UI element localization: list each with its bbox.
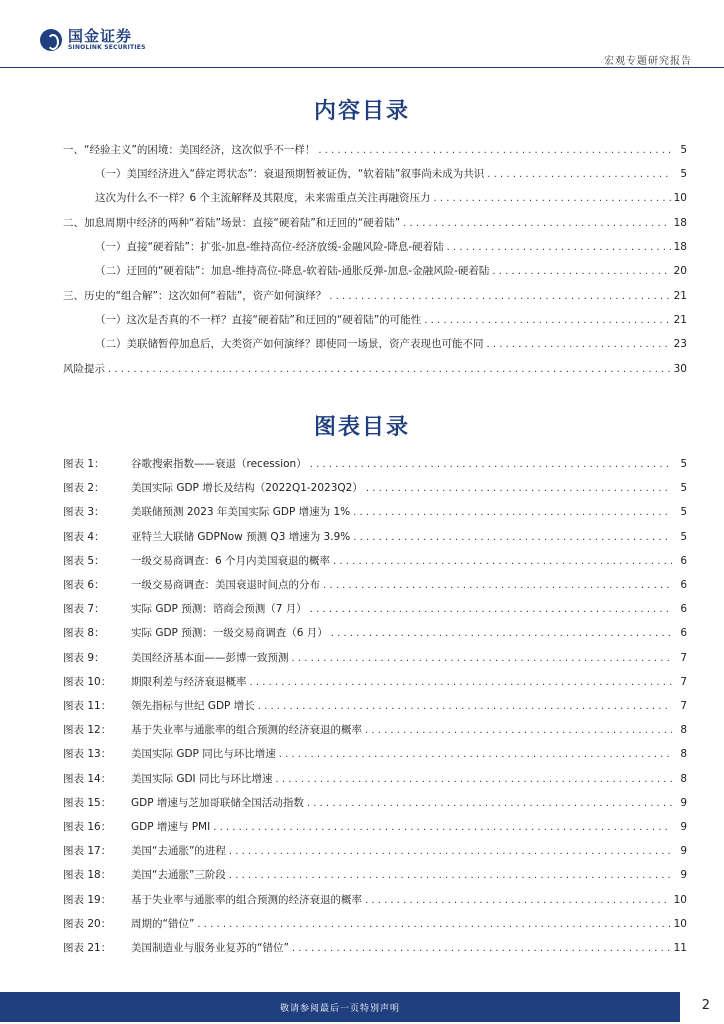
figure-entry-label: 图表 4： bbox=[63, 530, 105, 543]
figure-entry[interactable] bbox=[63, 892, 687, 907]
figure-entry[interactable] bbox=[63, 504, 687, 519]
dot-leader bbox=[366, 483, 672, 494]
footer-disclaimer[interactable]: 敬请参阅最后一页特别声明 bbox=[279, 1004, 400, 1014]
toc-entry-page: 10 bbox=[673, 192, 687, 204]
figure-entry-label: 图表 11： bbox=[63, 700, 112, 712]
logo-chinese-name: 国金证券 bbox=[68, 27, 133, 45]
figure-entry-text: 美国“去通胀”的进程 bbox=[131, 845, 226, 858]
figure-entry[interactable] bbox=[63, 771, 687, 786]
figure-entry-page: 7 bbox=[680, 700, 687, 712]
figure-entry-label: 图表 19： bbox=[63, 893, 112, 906]
figure-entry-text: 美国经济基本面——彭博一致预测 bbox=[131, 651, 289, 664]
figure-entry-text: 基于失业率与通胀率的组合预测的经济衰退的概率 bbox=[131, 724, 362, 737]
figure-entry-page: 9 bbox=[680, 821, 687, 833]
dot-leader bbox=[292, 943, 671, 954]
figure-entry-page: 6 bbox=[680, 627, 687, 640]
toc-entry[interactable] bbox=[63, 142, 687, 157]
figure-entry-text: 美联储预测 2023 年美国实际 GDP 增速为 1% bbox=[131, 506, 351, 519]
dot-leader bbox=[331, 628, 672, 639]
toc-entry[interactable] bbox=[95, 239, 687, 254]
toc-entry-page: 5 bbox=[680, 144, 687, 156]
figure-entry-text: 美国制造业与服务业复苏的“错位” bbox=[131, 942, 289, 954]
figure-entry-page: 6 bbox=[680, 603, 687, 616]
figure-entry-text: 美国实际 GDI 同比与环比增速 bbox=[131, 772, 273, 785]
dot-leader bbox=[487, 339, 671, 350]
toc-entry[interactable] bbox=[95, 166, 687, 181]
dot-leader bbox=[424, 315, 670, 326]
figure-entry-page: 8 bbox=[680, 748, 687, 761]
figure-entry-text: 美国实际 GDP 增长及结构（2022Q1-2023Q2） bbox=[131, 482, 363, 495]
dot-leader bbox=[365, 725, 672, 736]
toc-entry-text: （二）美联储暂停加息后，大类资产如何演绎？即使同一场景，资产表现也可能不同 bbox=[95, 338, 484, 350]
dot-leader bbox=[353, 532, 672, 543]
figure-entry-page: 9 bbox=[680, 869, 687, 882]
figure-entry-page: 7 bbox=[680, 651, 687, 664]
toc-entry-text: 三、历史的“组合解”：这次如何“着陆”，资产如何演绎？ bbox=[63, 290, 327, 302]
logo-english-name: SINOLINK SECURITIES bbox=[68, 44, 146, 51]
toc-entry-page: 18 bbox=[673, 241, 687, 253]
toc-entry-text: （一）这次是否真的不一样？直接“硬着陆”和迂回的“硬着陆”的可能性 bbox=[95, 314, 422, 326]
page-header bbox=[0, 0, 724, 70]
dot-leader bbox=[276, 774, 673, 785]
toc-entry-page: 30 bbox=[673, 363, 687, 375]
figure-entry-label: 图表 16： bbox=[63, 821, 112, 833]
figure-entry-label: 图表 3： bbox=[63, 506, 105, 519]
toc-entry-text: （二）迂回的“硬着陆”：加息-维持高位-降息-软着陆-通胀反弹-加息-金融风险-硬着陆 bbox=[95, 265, 490, 277]
dot-leader bbox=[197, 919, 670, 930]
figure-entry[interactable] bbox=[63, 722, 687, 737]
figure-entry-page: 8 bbox=[680, 724, 687, 737]
figure-entry[interactable] bbox=[63, 940, 687, 955]
figure-entry-label: 图表 1： bbox=[63, 458, 105, 470]
figure-entry[interactable] bbox=[63, 867, 687, 882]
figure-entry-text: 美国“去通胀”三阶段 bbox=[131, 869, 226, 882]
toc-entry[interactable] bbox=[95, 190, 687, 205]
figure-entry-label: 图表 7： bbox=[63, 603, 105, 616]
dot-leader bbox=[329, 291, 670, 302]
figure-entry-label: 图表 21： bbox=[63, 942, 112, 954]
figure-entry-label: 图表 10： bbox=[63, 675, 112, 688]
toc-entry-text: 一、“经验主义”的困境：美国经济，这次似乎不一样！ bbox=[63, 144, 316, 156]
dot-leader bbox=[353, 507, 672, 518]
figure-entry-page: 5 bbox=[680, 506, 687, 519]
figure-entry[interactable] bbox=[63, 650, 687, 665]
dot-leader bbox=[434, 193, 671, 204]
figure-entry-label: 图表 9： bbox=[63, 651, 105, 664]
figure-entry-text: 一级交易商调查：6 个月内美国衰退的概率 bbox=[131, 554, 331, 567]
dot-leader bbox=[310, 604, 672, 615]
dot-leader bbox=[492, 266, 670, 277]
header-divider bbox=[0, 67, 724, 68]
figure-entry[interactable] bbox=[63, 698, 687, 713]
figure-entry-label: 图表 18： bbox=[63, 869, 112, 882]
figure-entry-label: 图表 14： bbox=[63, 772, 112, 785]
figure-entry-text: GDP 增速与 PMI bbox=[131, 821, 211, 833]
toc-entry-page: 21 bbox=[673, 290, 687, 302]
figure-entry[interactable] bbox=[63, 577, 687, 592]
figure-entry-label: 图表 13： bbox=[63, 748, 112, 761]
toc-entry-page: 5 bbox=[680, 168, 687, 180]
dot-leader bbox=[229, 870, 672, 881]
figure-entry-label: 图表 5： bbox=[63, 554, 105, 567]
figure-entry-label: 图表 17： bbox=[63, 845, 112, 858]
toc-title: 内容目录 bbox=[313, 99, 410, 124]
figure-entry-page: 7 bbox=[680, 675, 687, 688]
figure-entry-page: 6 bbox=[680, 554, 687, 567]
figure-entry-text: 期限利差与经济衰退概率 bbox=[131, 675, 247, 688]
dot-leader bbox=[447, 242, 671, 253]
figure-entry-page: 5 bbox=[680, 482, 687, 495]
figure-entry-page: 8 bbox=[680, 772, 687, 785]
company-logo bbox=[40, 28, 146, 51]
toc-entry-page: 18 bbox=[673, 217, 687, 229]
figure-entry-label: 图表 2： bbox=[63, 482, 105, 495]
toc-entry-page: 21 bbox=[673, 314, 687, 326]
dot-leader bbox=[333, 556, 672, 567]
toc-entry[interactable] bbox=[63, 361, 687, 376]
toc-entry[interactable] bbox=[95, 263, 687, 278]
report-type: 宏观专题研究报告 bbox=[604, 56, 692, 67]
figure-entry[interactable] bbox=[63, 529, 687, 544]
dot-leader bbox=[318, 145, 672, 156]
dot-leader bbox=[487, 169, 672, 180]
figure-entry-text: 谷歌搜索指数——衰退（recession） bbox=[131, 458, 307, 470]
figure-entry-page: 6 bbox=[680, 579, 687, 591]
figures-title: 图表目录 bbox=[313, 415, 410, 440]
toc-entry[interactable] bbox=[63, 215, 687, 230]
toc-entry[interactable] bbox=[95, 312, 687, 327]
figure-entry-page: 5 bbox=[680, 458, 687, 470]
dot-leader bbox=[258, 701, 672, 712]
figure-entry[interactable] bbox=[63, 843, 687, 858]
dot-leader bbox=[403, 218, 670, 229]
figure-entry-label: 图表 8： bbox=[63, 627, 105, 640]
toc-entry-text: 风险提示 bbox=[63, 363, 105, 375]
figure-entry-text: 周期的“错位” bbox=[131, 917, 195, 930]
dot-leader bbox=[323, 580, 672, 591]
figure-entry[interactable] bbox=[63, 553, 687, 568]
figure-entry-label: 图表 15： bbox=[63, 796, 112, 809]
figure-entry-text: 实际 GDP 预测：一级交易商调查（6 月） bbox=[131, 627, 328, 640]
toc-entry-text: （一）直接“硬着陆”：扩张-加息-维持高位-经济放缓-金融风险-降息-硬着陆 bbox=[95, 241, 444, 253]
toc-entry-text: （一）美国经济进入“薛定谔状态”：衰退预期暂被证伪，“软着陆”叙事尚未成为共识 bbox=[95, 168, 485, 180]
figure-entry-page: 11 bbox=[673, 942, 687, 954]
figure-entry[interactable] bbox=[63, 795, 687, 810]
figure-entry-text: 美国实际 GDP 同比与环比增速 bbox=[131, 748, 276, 761]
figure-entry-text: 领先指标与世纪 GDP 增长 bbox=[131, 700, 255, 712]
dot-leader bbox=[365, 895, 671, 906]
figure-entry[interactable] bbox=[63, 456, 687, 471]
figure-entry-page: 10 bbox=[673, 893, 687, 906]
figure-entry[interactable] bbox=[63, 601, 687, 616]
figure-entry-text: GDP 增速与芝加哥联储全国活动指数 bbox=[131, 796, 304, 809]
figure-entry-page: 9 bbox=[680, 796, 687, 809]
figure-entry[interactable] bbox=[63, 480, 687, 495]
dot-leader bbox=[250, 677, 673, 688]
dot-leader bbox=[292, 653, 673, 664]
figure-entry[interactable] bbox=[63, 819, 687, 834]
logo-icon bbox=[40, 29, 62, 51]
figure-entry-page: 9 bbox=[680, 845, 687, 858]
toc-entry[interactable] bbox=[63, 288, 687, 303]
figure-entry[interactable] bbox=[63, 674, 687, 689]
dot-leader bbox=[213, 822, 672, 833]
figure-entry-page: 5 bbox=[680, 530, 687, 543]
toc-entry-page: 23 bbox=[673, 338, 687, 350]
dot-leader bbox=[108, 364, 671, 375]
figure-entry[interactable] bbox=[63, 916, 687, 931]
figure-entry-text: 亚特兰大联储 GDPNow 预测 Q3 增速为 3.9% bbox=[131, 530, 351, 543]
dot-leader bbox=[279, 749, 672, 760]
toc-entry[interactable] bbox=[95, 336, 687, 351]
toc-entry-text: 二、加息周期中经济的两种“着陆”场景：直接“硬着陆”和迂回的“硬着陆” bbox=[63, 217, 401, 229]
figure-entry-text: 一级交易商调查：美国衰退时间点的分布 bbox=[131, 579, 320, 591]
toc-entry-page: 20 bbox=[673, 265, 687, 277]
figure-entry[interactable] bbox=[63, 746, 687, 761]
figure-entry-page: 10 bbox=[673, 917, 687, 930]
dot-leader bbox=[310, 459, 672, 470]
page-number: 2 bbox=[701, 998, 710, 1013]
figure-entry-text: 实际 GDP 预测：谘商会预测（7 月） bbox=[131, 603, 307, 616]
toc-entry-text: 这次为什么不一样？6 个主流解释及其限度，未来需重点关注再融资压力 bbox=[95, 192, 431, 204]
figure-entry-label: 图表 12： bbox=[63, 724, 112, 737]
dot-leader bbox=[307, 798, 672, 809]
figure-entry-text: 基于失业率与通胀率的组合预测的经济衰退的概率 bbox=[131, 893, 362, 906]
dot-leader bbox=[229, 846, 672, 857]
figure-entry[interactable] bbox=[63, 625, 687, 640]
figure-entry-label: 图表 20： bbox=[63, 917, 112, 930]
figure-entry-label: 图表 6： bbox=[63, 579, 105, 591]
